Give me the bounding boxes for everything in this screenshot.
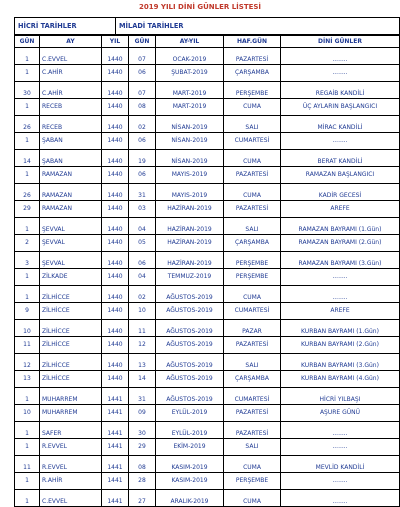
miladi-day-cell: 13 <box>129 354 156 371</box>
religious-day-cell: BERAT KANDİLİ <box>281 150 400 167</box>
col-header-religious-day: DİNİ GÜNLER <box>281 36 400 48</box>
table-row <box>15 405 400 422</box>
weekday-cell: PERŞEMBE <box>224 473 281 490</box>
hicri-day-cell: 10 <box>15 320 40 337</box>
col-header-weekday: HAF.GÜN <box>224 36 281 48</box>
miladi-day-cell: 07 <box>129 82 156 99</box>
weekday-cell: PAZARTESİ <box>224 48 281 65</box>
religious-day-cell: ........ <box>281 133 400 150</box>
hicri-year-cell: 1440 <box>102 286 129 303</box>
weekday-cell: PERŞEMBE <box>224 82 281 99</box>
hicri-day-cell: 1 <box>15 490 40 507</box>
month-year-cell: AĞUSTOS-2019 <box>156 320 224 337</box>
miladi-day-cell: 11 <box>129 320 156 337</box>
hicri-year-cell: 1440 <box>102 201 129 218</box>
miladi-group-header: MİLADİ TARİHLER <box>116 17 400 35</box>
weekday-cell: CUMARTESİ <box>224 388 281 405</box>
religious-day-cell: ........ <box>281 422 400 439</box>
table-row <box>15 286 400 303</box>
hicri-year-cell: 1440 <box>102 269 129 286</box>
hicri-month-cell: ZİLHİCCE <box>40 320 102 337</box>
weekday-cell: CUMA <box>224 150 281 167</box>
table-row <box>15 303 400 320</box>
hicri-month-cell: C.EVVEL <box>40 490 102 507</box>
hicri-month-cell: RECEB <box>40 116 102 133</box>
religious-day-cell: REGAİB KANDİLİ <box>281 82 400 99</box>
hicri-month-cell: ŞEVVAL <box>40 252 102 269</box>
weekday-cell: ÇARŞAMBA <box>224 371 281 388</box>
month-year-cell: AĞUSTOS-2019 <box>156 371 224 388</box>
month-year-cell: AĞUSTOS-2019 <box>156 388 224 405</box>
weekday-cell: PAZARTESİ <box>224 405 281 422</box>
page-title: 2019 YILI DİNİ GÜNLER LİSTESİ <box>138 3 262 11</box>
miladi-day-cell: 08 <box>129 99 156 116</box>
hicri-year-cell: 1441 <box>102 490 129 507</box>
month-year-cell: AĞUSTOS-2019 <box>156 337 224 354</box>
hicri-month-cell: ZİLHİCCE <box>40 337 102 354</box>
hicri-year-cell: 1440 <box>102 99 129 116</box>
hicri-month-cell: C.AHİR <box>40 82 102 99</box>
month-year-cell: MAYIS-2019 <box>156 184 224 201</box>
table-row <box>15 320 400 337</box>
religious-day-cell: ........ <box>281 490 400 507</box>
miladi-day-cell: 05 <box>129 235 156 252</box>
religious-day-cell: RAMAZAN BAYRAMI (3.Gün) <box>281 252 400 269</box>
religious-day-cell: RAMAZAN BAYRAMI (1.Gün) <box>281 218 400 235</box>
table-row <box>15 48 400 65</box>
hicri-year-cell: 1440 <box>102 48 129 65</box>
table-row <box>15 116 400 133</box>
hicri-month-cell: SAFER <box>40 422 102 439</box>
hicri-year-cell: 1440 <box>102 184 129 201</box>
month-year-cell: MART-2019 <box>156 82 224 99</box>
table-row <box>15 82 400 99</box>
miladi-day-cell: 02 <box>129 286 156 303</box>
table-row <box>15 422 400 439</box>
month-year-cell: EKİM-2019 <box>156 439 224 456</box>
weekday-cell: PAZAR <box>224 320 281 337</box>
religious-day-cell: ........ <box>281 439 400 456</box>
religious-day-cell: ÜÇ AYLARIN BAŞLANGICI <box>281 99 400 116</box>
weekday-cell: ÇARŞAMBA <box>224 65 281 82</box>
religious-day-cell: RAMAZAN BAYRAMI (2.Gün) <box>281 235 400 252</box>
hicri-day-cell: 12 <box>15 354 40 371</box>
hicri-month-cell: RECEB <box>40 99 102 116</box>
weekday-cell: CUMA <box>224 490 281 507</box>
religious-day-cell: ........ <box>281 48 400 65</box>
table-row <box>15 65 400 82</box>
weekday-cell: SALI <box>224 218 281 235</box>
religious-day-cell: KURBAN BAYRAMI (4.Gün) <box>281 371 400 388</box>
month-year-cell: EYLÜL-2019 <box>156 405 224 422</box>
table-row <box>15 337 400 354</box>
hicri-month-cell: RAMAZAN <box>40 184 102 201</box>
weekday-cell: PAZARTESİ <box>224 167 281 184</box>
weekday-cell: PERŞEMBE <box>224 252 281 269</box>
col-header-hicri-day: GÜN <box>15 36 40 48</box>
miladi-day-cell: 27 <box>129 490 156 507</box>
hicri-day-cell: 9 <box>15 303 40 320</box>
hicri-year-cell: 1440 <box>102 235 129 252</box>
weekday-cell: CUMA <box>224 286 281 303</box>
miladi-day-cell: 06 <box>129 133 156 150</box>
religious-day-cell: KURBAN BAYRAMI (3.Gün) <box>281 354 400 371</box>
hicri-day-cell: 30 <box>15 82 40 99</box>
religious-day-cell: MİRAC KANDİLİ <box>281 116 400 133</box>
month-year-cell: NİSAN-2019 <box>156 133 224 150</box>
miladi-day-cell: 03 <box>129 201 156 218</box>
month-year-cell: HAZİRAN-2019 <box>156 201 224 218</box>
miladi-day-cell: 30 <box>129 422 156 439</box>
hicri-group-header: HİCRİ TARİHLER <box>14 17 116 35</box>
hicri-month-cell: R.AHİR <box>40 473 102 490</box>
miladi-day-cell: 06 <box>129 167 156 184</box>
religious-day-cell: ........ <box>281 65 400 82</box>
weekday-cell: PERŞEMBE <box>224 269 281 286</box>
miladi-day-cell: 06 <box>129 252 156 269</box>
hicri-year-cell: 1441 <box>102 405 129 422</box>
hicri-day-cell: 26 <box>15 184 40 201</box>
hicri-day-cell: 1 <box>15 218 40 235</box>
hicri-month-cell: C.EVVEL <box>40 48 102 65</box>
month-year-cell: NİSAN-2019 <box>156 150 224 167</box>
miladi-day-cell: 19 <box>129 150 156 167</box>
table-row <box>15 252 400 269</box>
hicri-day-cell: 1 <box>15 167 40 184</box>
month-year-cell: HAZİRAN-2019 <box>156 218 224 235</box>
table-row <box>15 490 400 507</box>
religious-day-cell: KURBAN BAYRAMI (1.Gün) <box>281 320 400 337</box>
weekday-cell: SALI <box>224 439 281 456</box>
miladi-day-cell: 12 <box>129 337 156 354</box>
weekday-cell: SALI <box>224 116 281 133</box>
weekday-cell: PAZARTESİ <box>224 422 281 439</box>
table-row <box>15 184 400 201</box>
month-year-cell: KASIM-2019 <box>156 456 224 473</box>
month-year-cell: HAZİRAN-2019 <box>156 252 224 269</box>
hicri-month-cell: MUHARREM <box>40 405 102 422</box>
religious-day-cell: ........ <box>281 286 400 303</box>
miladi-day-cell: 14 <box>129 371 156 388</box>
religious-day-cell: RAMAZAN BAŞLANGICI <box>281 167 400 184</box>
hicri-day-cell: 11 <box>15 456 40 473</box>
religious-day-cell: MEVLİD KANDİLİ <box>281 456 400 473</box>
hicri-day-cell: 3 <box>15 252 40 269</box>
weekday-cell: PAZARTESİ <box>224 201 281 218</box>
table-row <box>15 371 400 388</box>
month-year-cell: AĞUSTOS-2019 <box>156 303 224 320</box>
religious-day-cell: HİCRİ YILBAŞI <box>281 388 400 405</box>
col-header-month-year: AY-YIL <box>156 36 224 48</box>
religious-day-cell: AREFE <box>281 201 400 218</box>
table-row <box>15 354 400 371</box>
miladi-day-cell: 10 <box>129 303 156 320</box>
weekday-cell: CUMARTESİ <box>224 133 281 150</box>
hicri-year-cell: 1440 <box>102 116 129 133</box>
hicri-year-cell: 1440 <box>102 303 129 320</box>
weekday-cell: CUMARTESİ <box>224 303 281 320</box>
hicri-month-cell: C.AHİR <box>40 65 102 82</box>
hicri-year-cell: 1440 <box>102 337 129 354</box>
miladi-day-cell: 06 <box>129 65 156 82</box>
miladi-day-cell: 29 <box>129 439 156 456</box>
month-year-cell: TEMMUZ-2019 <box>156 269 224 286</box>
hicri-day-cell: 1 <box>15 133 40 150</box>
table-header-row <box>15 36 400 48</box>
hicri-year-cell: 1440 <box>102 133 129 150</box>
hicri-day-cell: 14 <box>15 150 40 167</box>
hicri-day-cell: 10 <box>15 405 40 422</box>
weekday-cell: ÇARŞAMBA <box>224 235 281 252</box>
hicri-day-cell: 1 <box>15 422 40 439</box>
col-header-hicri-month: AY <box>40 36 102 48</box>
miladi-day-cell: 31 <box>129 184 156 201</box>
hicri-month-cell: ŞEVVAL <box>40 218 102 235</box>
hicri-month-cell: ŞABAN <box>40 133 102 150</box>
month-year-cell: KASIM-2019 <box>156 473 224 490</box>
table-row <box>15 388 400 405</box>
month-year-cell: NİSAN-2019 <box>156 116 224 133</box>
table-row <box>15 235 400 252</box>
hicri-month-cell: R.EVVEL <box>40 439 102 456</box>
miladi-day-cell: 04 <box>129 218 156 235</box>
hicri-year-cell: 1440 <box>102 82 129 99</box>
hicri-day-cell: 1 <box>15 65 40 82</box>
month-year-cell: ŞUBAT-2019 <box>156 65 224 82</box>
table-row <box>15 167 400 184</box>
hicri-day-cell: 1 <box>15 439 40 456</box>
religious-day-cell: KADİR GECESİ <box>281 184 400 201</box>
month-year-cell: MART-2019 <box>156 99 224 116</box>
miladi-day-cell: 09 <box>129 405 156 422</box>
weekday-cell: CUMA <box>224 99 281 116</box>
month-year-cell: OCAK-2019 <box>156 48 224 65</box>
col-header-hicri-year: YIL <box>102 36 129 48</box>
hicri-month-cell: ZİLKADE <box>40 269 102 286</box>
miladi-day-cell: 28 <box>129 473 156 490</box>
hicri-year-cell: 1440 <box>102 65 129 82</box>
hicri-month-cell: ŞABAN <box>40 150 102 167</box>
hicri-day-cell: 13 <box>15 371 40 388</box>
religious-day-cell: ........ <box>281 269 400 286</box>
table-row <box>15 99 400 116</box>
table-row <box>15 269 400 286</box>
hicri-year-cell: 1441 <box>102 456 129 473</box>
hicri-year-cell: 1440 <box>102 354 129 371</box>
hicri-month-cell: RAMAZAN <box>40 167 102 184</box>
hicri-month-cell: ZİLHİCCE <box>40 303 102 320</box>
religious-day-cell: KURBAN BAYRAMI (2.Gün) <box>281 337 400 354</box>
hicri-day-cell: 29 <box>15 201 40 218</box>
miladi-day-cell: 07 <box>129 48 156 65</box>
hicri-year-cell: 1441 <box>102 388 129 405</box>
month-year-cell: AĞUSTOS-2019 <box>156 286 224 303</box>
month-year-cell: EYLÜL-2019 <box>156 422 224 439</box>
table-row <box>15 133 400 150</box>
hicri-day-cell: 1 <box>15 286 40 303</box>
month-year-cell: MAYIS-2019 <box>156 167 224 184</box>
hicri-month-cell: MUHARREM <box>40 388 102 405</box>
hicri-year-cell: 1440 <box>102 371 129 388</box>
hicri-day-cell: 1 <box>15 48 40 65</box>
hicri-year-cell: 1440 <box>102 320 129 337</box>
month-year-cell: HAZİRAN-2019 <box>156 235 224 252</box>
hicri-day-cell: 1 <box>15 99 40 116</box>
month-year-cell: AĞUSTOS-2019 <box>156 354 224 371</box>
table-row <box>15 439 400 456</box>
hicri-day-cell: 1 <box>15 473 40 490</box>
weekday-cell: SALI <box>224 354 281 371</box>
hicri-month-cell: RAMAZAN <box>40 201 102 218</box>
weekday-cell: CUMA <box>224 456 281 473</box>
hicri-day-cell: 1 <box>15 269 40 286</box>
hicri-day-cell: 2 <box>15 235 40 252</box>
hicri-month-cell: ZİLHİCCE <box>40 354 102 371</box>
hicri-month-cell: ZİLHİCCE <box>40 371 102 388</box>
hicri-day-cell: 26 <box>15 116 40 133</box>
hicri-year-cell: 1441 <box>102 439 129 456</box>
hicri-month-cell: ŞEVVAL <box>40 235 102 252</box>
col-header-miladi-day: GÜN <box>129 36 156 48</box>
hicri-year-cell: 1440 <box>102 218 129 235</box>
hicri-year-cell: 1441 <box>102 473 129 490</box>
weekday-cell: CUMA <box>224 184 281 201</box>
hicri-day-cell: 1 <box>15 388 40 405</box>
miladi-day-cell: 31 <box>129 388 156 405</box>
table-row <box>15 150 400 167</box>
miladi-day-cell: 04 <box>129 269 156 286</box>
hicri-month-cell: ZİLHİCCE <box>40 286 102 303</box>
miladi-day-cell: 08 <box>129 456 156 473</box>
religious-day-cell: AREFE <box>281 303 400 320</box>
religious-days-table <box>14 35 400 507</box>
month-year-cell: ARALIK-2019 <box>156 490 224 507</box>
hicri-year-cell: 1440 <box>102 167 129 184</box>
hicri-day-cell: 11 <box>15 337 40 354</box>
table-row <box>15 456 400 473</box>
table-row <box>15 218 400 235</box>
religious-day-cell: ........ <box>281 473 400 490</box>
weekday-cell: PAZARTESİ <box>224 337 281 354</box>
hicri-year-cell: 1441 <box>102 422 129 439</box>
hicri-year-cell: 1440 <box>102 150 129 167</box>
hicri-year-cell: 1440 <box>102 252 129 269</box>
table-row <box>15 201 400 218</box>
hicri-month-cell: R.EVVEL <box>40 456 102 473</box>
religious-day-cell: AŞURE GÜNÜ <box>281 405 400 422</box>
miladi-day-cell: 02 <box>129 116 156 133</box>
